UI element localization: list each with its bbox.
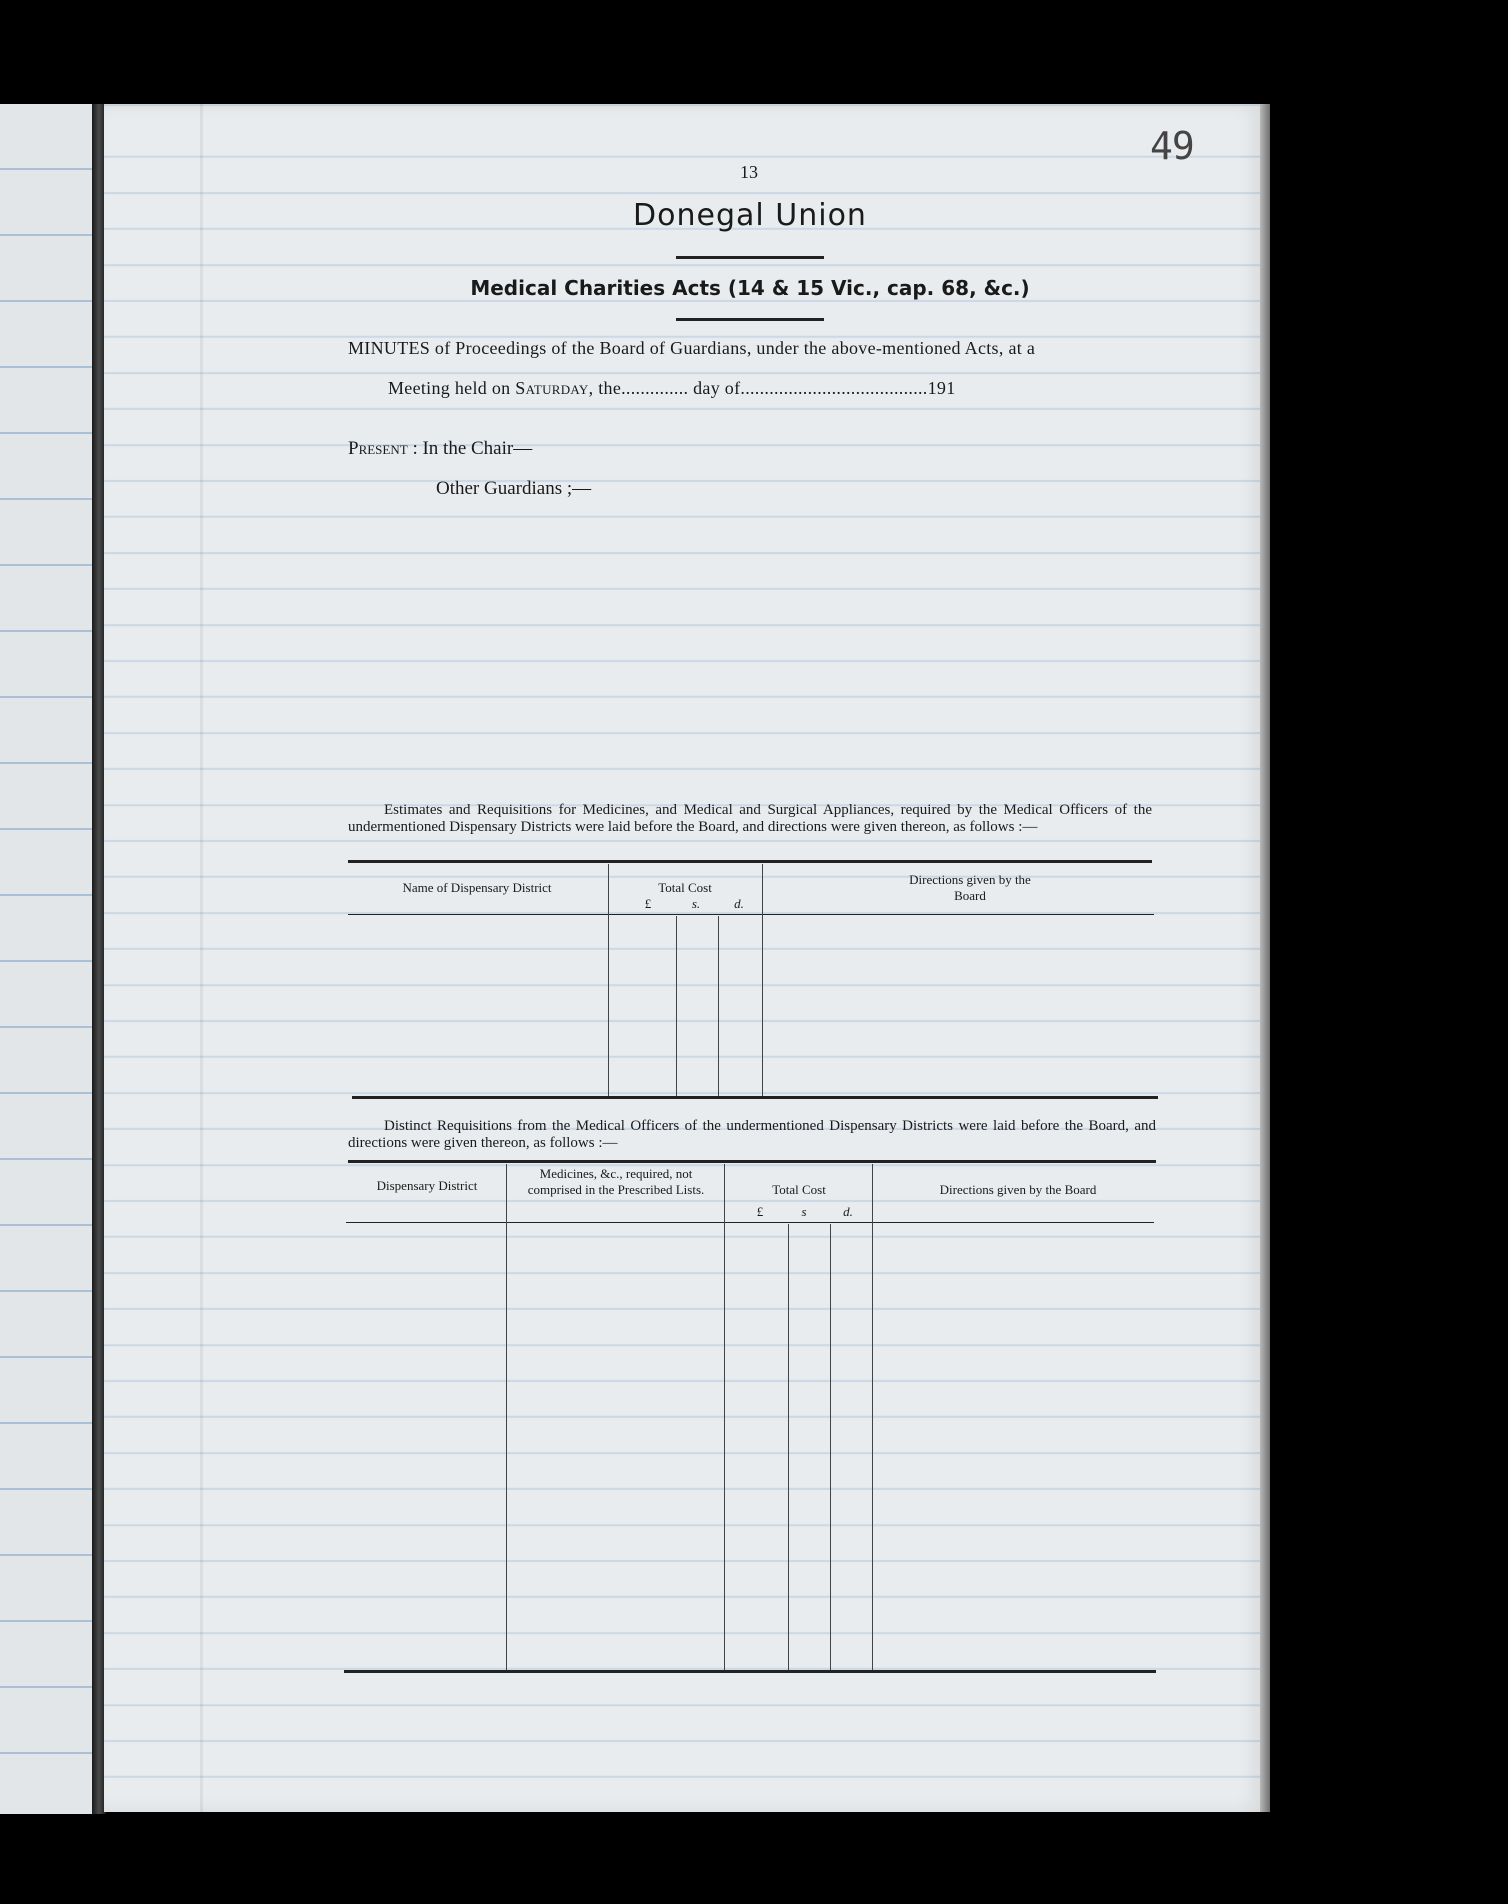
- minutes-lead: MINUTES: [348, 338, 431, 358]
- title-rule: [676, 256, 824, 259]
- distinct-divider-4: [830, 1224, 831, 1670]
- sheet-number: 13: [740, 162, 758, 182]
- estimates-col-pounds: £: [644, 896, 652, 911]
- distinct-top-rule: [348, 1160, 1156, 1163]
- facing-page-edge: [0, 104, 96, 1814]
- subtitle-rule: [676, 318, 824, 321]
- distinct-col-district: Dispensary District: [376, 1178, 478, 1193]
- distinct-col-directions: Directions given by the Board: [939, 1182, 1097, 1197]
- meeting-date-blank: , the.............. day of.......................................191: [588, 378, 956, 398]
- meeting-line: [388, 378, 1148, 399]
- estimates-divider-1: [608, 864, 609, 1096]
- present-line: [348, 438, 532, 460]
- minutes-line-1: [348, 338, 1160, 359]
- estimates-divider-3: [718, 916, 719, 1096]
- page-fold-line: [200, 104, 203, 1812]
- acts-subtitle: Medical Charities Acts (14 & 15 Vic., cap. 68, &c.): [470, 276, 1030, 300]
- present-label: Present: [348, 438, 408, 459]
- distinct-col-pence: d.: [843, 1204, 853, 1219]
- distinct-divider-2: [724, 1164, 725, 1670]
- estimates-header-rule: [348, 914, 1154, 915]
- distinct-divider-1: [506, 1164, 507, 1670]
- estimates-col-pence: d.: [734, 896, 744, 911]
- page-title: Donegal Union: [633, 198, 867, 233]
- distinct-divider-3: [788, 1224, 789, 1670]
- distinct-divider-5: [872, 1164, 873, 1670]
- distinct-col-total-cost: Total Cost: [772, 1182, 826, 1197]
- estimates-intro: Estimates and Requisitions for Medicines, and Medical and Surgical Appliances, required by the Medical Officers of the undermentioned Dispensary Districts were laid before the Board, and directions were given thereon, as follows :—: [348, 802, 1152, 835]
- distinct-intro: Distinct Requisitions from the Medical Officers of the undermentioned Dispensary Districts were laid before the Board, and directions were given thereon, as follows :—: [348, 1118, 1156, 1151]
- distinct-header-rule: [346, 1222, 1154, 1223]
- estimates-col-total-cost: Total Cost: [658, 880, 712, 895]
- estimates-bottom-rule: [352, 1096, 1158, 1099]
- estimates-col-directions: Directions given by the Board: [909, 872, 1031, 903]
- minutes-line-1-text: of Proceedings of the Board of Guardians, under the above-mentioned Acts, at a: [430, 338, 1036, 358]
- other-guardians: Other Guardians ;—: [436, 478, 592, 499]
- distinct-col-pounds: £: [756, 1204, 764, 1219]
- meeting-lead: Meeting held on: [388, 378, 516, 398]
- estimates-divider-4: [762, 864, 763, 1096]
- estimates-divider-2: [676, 916, 677, 1096]
- estimates-top-rule: [348, 860, 1152, 863]
- distinct-bottom-rule: [344, 1670, 1156, 1673]
- ledger-page: [104, 104, 1264, 1812]
- meeting-day: Saturday: [515, 378, 589, 398]
- estimates-col-shillings: s.: [691, 896, 701, 911]
- in-the-chair: : In the Chair—: [407, 438, 533, 459]
- estimates-col-district: Name of Dispensary District: [402, 880, 552, 895]
- distinct-col-shillings: s: [801, 1204, 807, 1219]
- distinct-col-medicines: Medicines, &c., required, not comprised in the Prescribed Lists.: [527, 1166, 705, 1197]
- folio-number: 49: [1150, 124, 1194, 168]
- page-edge-stack: [1260, 104, 1270, 1812]
